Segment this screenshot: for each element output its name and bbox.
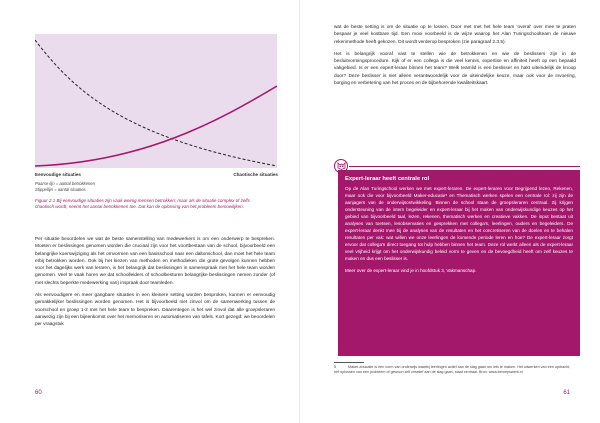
figure-chart <box>35 34 277 168</box>
footnote <box>334 365 576 375</box>
chart-panel <box>35 34 277 168</box>
legend-purple-line: Paarse lijn = aantal betrokkenen <box>35 181 95 186</box>
paragraph: Per situatie beoordelen we wat de beste samenstelling van medewerkers is om een onderwerp te bespreken. Moeten er beslissingen genomen worden die cruciaal zijn voor het voortbestaan van de school, bijvoorbeeld een belangrijke koerswijziging als het omvormen van een basisschool naar een daltonschool, dan moet het hele team erbij betrokken worden. Ook bij het kiezen van methoden en methodieken die grote gevolgen kunnen hebben voor het dagelijks werk van leraren, is het belangrijk dat beslissingen in samenspraak met het hele team worden genomen. Veel te vaak horen we dat schoolleiders of schoolbesturen belangrijke beslissingen nemen zonder (of met slechts beperkte medewerking van) inspraak door teamleden. <box>35 237 275 286</box>
chart-svg <box>35 34 277 168</box>
page-number-left: 60 <box>35 390 42 396</box>
callout-expert-leraar <box>332 158 580 358</box>
callout-box <box>338 170 580 356</box>
footnote-number: 5 <box>334 365 337 369</box>
right-body-text <box>334 24 576 92</box>
paragraph: Het is belangrijk vooraf vast te stellen wie de betrokkenen en wie de beslissers zijn in de besluitvormingsprocedure. Kijk of er een collega is die veel kennis, expertise en affiniteit heeft op een bepaald vakgebied. Is er een expert-leraar binnen het team? Welk teamlid is een beslisser en hakt uiteindelijk de knoop door? Deze beslisser is niet alleen verantwoordelijk voor de uiteindelijke keuze, maar ook voor de invoering, borging en verbetering van het proces en de bijbehorende kwaliteitskaart. <box>334 51 576 87</box>
paragraph: wat de beste setting is om de situatie op te lossen. Door met met het hele team 'overal' over mee te praten bespaar je veel kostbare tijd. Een mooi voorbeeld is de wijze waarop het Alan Turingschoolteam de nieuwe rekenmethode heeft gekozen. Dit wordt verderop besproken (zie paragraaf 2.3.5). <box>334 25 576 45</box>
right-page <box>300 0 600 423</box>
x-axis-right-label: Chaotische situaties <box>233 172 278 177</box>
callout-more-link: Meer over de expert-leraar vind je in hoofdstuk 3, Vakmanschap. <box>345 267 477 273</box>
x-axis-left-label: Eenvoudige situaties <box>35 172 81 177</box>
footnote-rule <box>334 362 364 363</box>
legend-dashed-line: Stippellijn = aantal situaties <box>35 187 86 192</box>
chart-legend <box>35 181 95 193</box>
paragraph: Als eenvoudigere en meer gangbare situaties in een kleinere setting worden besproken, kunnen er eenvoudig gemakkelijker beslissingen worden genomen. Het is bijvoorbeeld niet zinvol om de samenwerking tussen de voorschool en groep 1-2 met het hele team te bespreken. Daarentegen is het wel zinvol dat alle groepsleraren aanwezig zijn bij een bijeenkomst over het memoriseren en automatiseren van tafels. Kort gezegd: we beoordelen per vraagstuk <box>35 293 275 328</box>
callout-title: Expert-leraar heeft centrale rol <box>345 176 430 182</box>
callout-rule <box>349 166 580 167</box>
footnote-text: Maker-educatie is een vorm van onderwijs waarbij leerlingen actief aan de slag gaan om iets te maken. Het uitwerken van een opdracht, het oplossen van een probleem of gewoon zelf creatief aan de slag gaan, staat centraal. Bron: www.beroepswerk.nl <box>334 365 571 374</box>
left-body-text <box>35 236 275 334</box>
figure-caption: Figuur 2.1 Bij eenvoudige situaties zijn vaak weinig mensen betrokken; maar als de situatie complex of zelfs chaotisch wordt, neemt het aantal betrokkenen toe. Dat kan de oplossing van het probleem bemoeilijken. <box>35 198 250 210</box>
page-number-right: 61 <box>563 390 570 396</box>
callout-paragraph: Op de Alan Turingschool werken we met expert-leraren. De expert-leraren voor Begrijpend lezen, Rekenen, maar ook die voor bijvoorbeeld Maker-educatie⁵ en Thematisch werken spelen een centrale rol: zij zijn de aanjagers van de onderwijsontwikkeling. Binnen de school staan de groepsleraren centraal. Zij krijgen ondersteuning van de intern begeleider en expert-leraar bij het maken van onderwijskundige keuzes op het gebied van bijvoorbeeld taal, lezen, rekenen, thematisch werken en creatieve vakken. De input bestaat uit analyses van toetsen, lesobservaties en gesprekken met collega's, leerlingen, ouders en begeleiders. De expert-leraar denkt mee bij de analyses van de resultaten en het concretiseren van de doelen en te behalen resultaten per vak: wat willen we onze leerlingen de komende periode leren en hoe? De expert-leraar zorgt ervoor dat collega's direct toegang tot hulp hebben binnen het team. Deze rol werkt alleen als de expert-leraar veel vrijheid krijgt om het onderwijskundig beleid vorm te geven en de bevoegdheid heeft om zelf keuzes te maken en dus een beslisser is. <box>345 186 573 262</box>
